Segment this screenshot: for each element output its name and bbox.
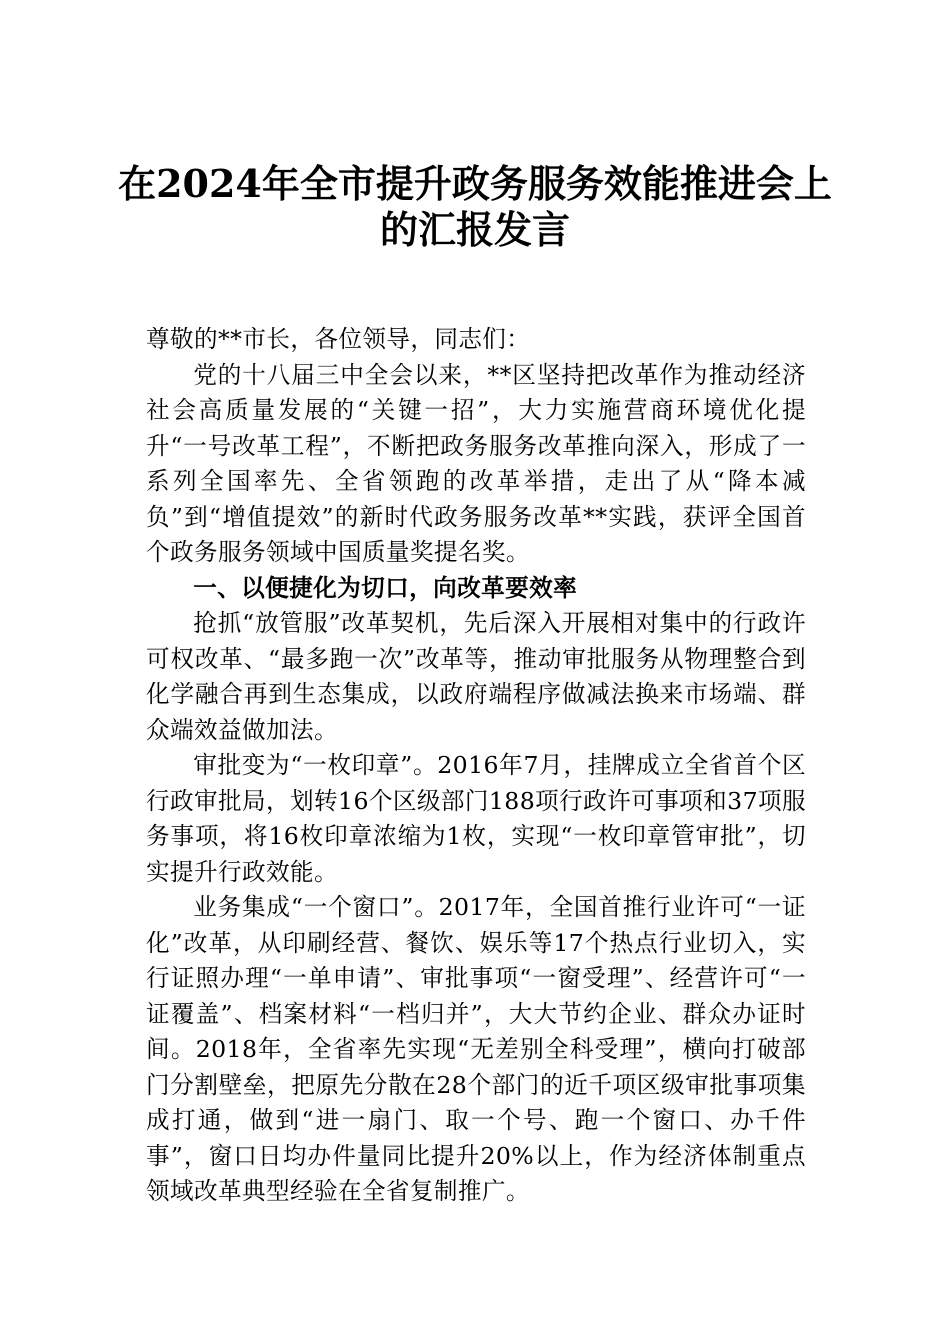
document-title-line-1: 在2024年全市提升政务服务效能推进会上 xyxy=(118,161,832,206)
section-1-heading: 一、以便捷化为切口，向改革要效率 xyxy=(193,573,578,602)
section-1-paragraph-2: 审批变为“一枚印章”。2016年7月，挂牌成立全省首个区行政审批局，划转16个区级部门188项行政许可事项和37项服务事项，将16枚印章浓缩为1枚，实现“一枚印章管审批”，切实提升行政效能。 xyxy=(146,751,806,886)
salutation: 尊敬的**市长，各位领导，同志们： xyxy=(146,325,531,353)
section-1-paragraph-3: 业务集成“一个窗口”。2017年，全国首推行业许可“一证化”改革，从印刷经营、餐饮、娱乐等17个热点行业切入，实行证照办理“一单申请”、审批事项“一窗受理”、经营许可“一证覆盖”、档案材料“一档归并”，大大节约企业、群众办证时间。2018年，全省率先实现“无差别全科受理”，横向打破部门分割壁垒，把原先分散在28个部门的近千项区级审批事项集成打通，做到“进一扇门、取一个号、跑一个窗口、办千件事”，窗口日均办件量同比提升20%以上，作为经济体制重点领域改革典型经验在全省复制推广。 xyxy=(146,893,806,1205)
document-body xyxy=(146,322,806,1210)
intro-paragraph: 党的十八届三中全会以来，**区坚持把改革作为推动经济社会高质量发展的“关键一招”，大力实施营商环境优化提升“一号改革工程”，不断把政务服务改革推向深入，形成了一系列全国率先、全省领跑的改革举措，走出了从“降本减负”到“增值提效”的新时代政务服务改革**实践，获评全国首个政务服务领域中国质量奖提名奖。 xyxy=(146,360,806,566)
document-title-line-2: 的汇报发言 xyxy=(379,207,570,252)
section-1-paragraph-1: 抢抓“放管服”改革契机，先后深入开展相对集中的行政许可权改革、“最多跑一次”改革等，推动审批服务从物理整合到化学融合再到生态集成，以政府端程序做减法换来市场端、群众端效益做加法。 xyxy=(146,609,806,744)
